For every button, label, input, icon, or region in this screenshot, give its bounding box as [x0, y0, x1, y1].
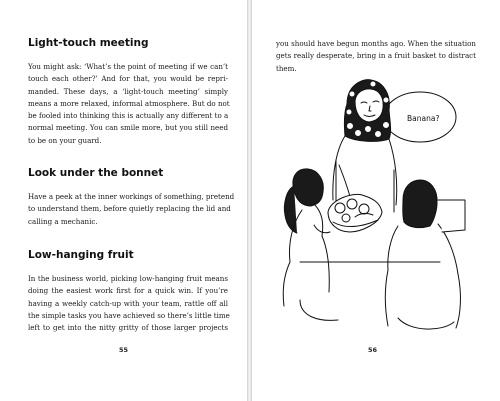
text-line: touch each other?’ And for that, you would be repri- — [28, 74, 228, 84]
text-line: left to get into the nitty gritty of those larger projects — [28, 323, 228, 333]
text-line: gets really desperate, bring in a fruit basket to distract — [276, 51, 476, 61]
speech-bubble-text: Banana? — [407, 114, 440, 123]
heading-look-under-the-bonnet: Look under the bonnet — [28, 167, 164, 179]
chair-left — [300, 300, 338, 320]
seated-woman-right — [385, 180, 465, 328]
paragraph-low-hanging-fruit — [28, 273, 228, 334]
standing-woman — [333, 80, 397, 215]
heading-low-hanging-fruit: Low-hanging fruit — [28, 249, 134, 261]
paragraph-continued — [276, 38, 476, 75]
text-line: them. — [276, 63, 297, 73]
page-number-left: 55 — [119, 346, 129, 354]
text-line: to understand them, before quietly replacing the lid and — [28, 204, 231, 214]
chair-right — [398, 318, 454, 329]
text-line: the simple tasks you have achieved so there’s little time — [28, 310, 230, 320]
seated-woman-left — [283, 169, 330, 306]
text-line: In the business world, picking low-hanging fruit means — [28, 274, 228, 283]
text-line: Have a peek at the inner workings of something, pretend — [28, 192, 235, 201]
text-line: calling a mechanic. — [28, 216, 98, 226]
text-line: to be on your guard. — [28, 135, 102, 145]
paragraph-look-under-the-bonnet — [28, 191, 235, 228]
text-line: having a weekly catch-up with your team, rattle off all — [28, 298, 228, 308]
text-line: normal meeting. You can smile more, but you still need — [28, 123, 228, 133]
page-number-right: 56 — [368, 346, 378, 354]
meeting-fruit-basket-illustration — [268, 78, 478, 338]
heading-light-touch-meeting: Light-touch meeting — [28, 37, 149, 49]
text-line: doing the easiest work first for a quick win. If you’re — [28, 286, 228, 296]
text-line: You might ask: ‘What’s the point of meeting if we can’t — [28, 62, 228, 71]
text-line: you should have begun months ago. When the situation — [276, 39, 476, 48]
text-line: means a more relaxed, informal atmosphere. But do not — [28, 98, 230, 108]
paragraph-light-touch-meeting — [28, 61, 228, 147]
text-line: be fooled into thinking this is actually any different to a — [28, 111, 229, 121]
left-page — [0, 0, 247, 401]
text-line: manded. These days, a ‘light-touch meeting’ simply — [28, 86, 228, 96]
